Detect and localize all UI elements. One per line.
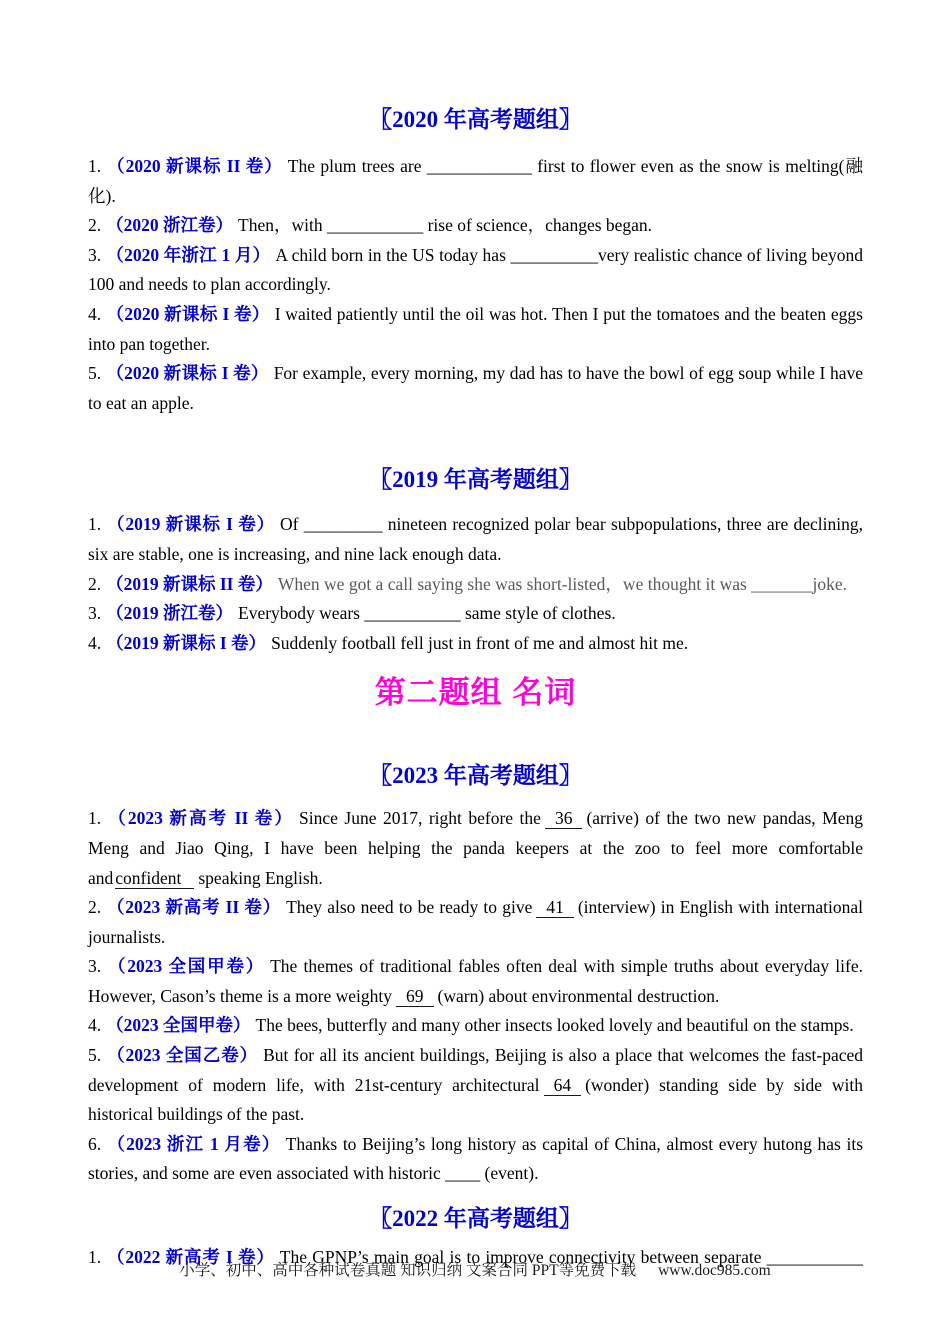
section-heading-2020: 〖2020 年高考题组〗: [369, 107, 582, 132]
question-source-tag: （2020 新课标 II 卷）: [106, 156, 283, 176]
question-text: Everybody wears ___________ same style of clothes.: [238, 603, 616, 624]
question-text: The GPNP’s main goal is to improve connectivity between separate ___________: [279, 1247, 863, 1268]
question-text: For example, every morning, my dad has to have the bowl of egg soup while I have to eat an apple.: [88, 363, 864, 413]
question-item-2023-4: [88, 1011, 863, 1041]
question-number: 2.: [88, 897, 102, 918]
question-item-2020-2: [88, 211, 863, 241]
question-source-tag: （2019 新课标 II 卷）: [106, 573, 273, 594]
question-number: 2.: [88, 215, 102, 236]
question-source-tag: （2023 全国乙卷）: [106, 1045, 259, 1066]
question-source-tag: （2023 全国甲卷）: [106, 1015, 251, 1036]
question-number: 3.: [88, 603, 102, 624]
question-text: The bees, butterfly and many other insects looked lovely and beautiful on the stamps.: [255, 1015, 854, 1036]
question-text: But for all its ancient buildings, Beijing is also a place that welcomes the fast-paced development of modern life, with 21st-century architectural: [88, 1045, 863, 1095]
question-item-2019-2: [88, 570, 863, 600]
question-text: Of _________ nineteen recognized polar bear subpopulations, three are declining, six are stable, one is increasing, and nine lack enough data.: [88, 514, 863, 564]
underlined-answer-confident: confident: [115, 868, 194, 889]
question-number: 1.: [88, 156, 102, 176]
underlined-answer-41: 41: [536, 897, 574, 918]
question-number: 3.: [88, 244, 102, 265]
underlined-answer-36: 36: [545, 808, 583, 829]
question-item-2019-4: [88, 629, 863, 659]
section-heading-2022: 〖2022 年高考题组〗: [369, 1206, 582, 1232]
question-source-tag: （2023 浙江 1 月卷）: [106, 1133, 281, 1154]
question-item-2020-1: [88, 152, 863, 211]
footer-watermark: [0, 1259, 950, 1283]
footer-text: 小学、初中、高中各种试卷真题 知识归纳 文案合同 PPT等免费下载: [179, 1262, 637, 1279]
question-source-tag: （2019 新课标 I 卷）: [106, 514, 276, 535]
question-number: 6.: [88, 1133, 102, 1154]
question-text: (arrive) of the two new pandas, Meng Meng and Jiao Qing, I have been helping the panda keepers at the zoo to feel more comfortable and: [88, 808, 863, 888]
question-source-tag: （2020 新课标 I 卷）: [106, 303, 270, 324]
question-text: A child born in the US today has __________very realistic chance of living beyond 100 and needs to plan accordingly.: [88, 244, 864, 295]
question-item-2023-5: [88, 1041, 863, 1130]
section-heading-2023: 〖2023 年高考题组〗: [369, 763, 582, 789]
question-number: 2.: [88, 573, 102, 594]
question-number: 4.: [88, 303, 102, 324]
question-number: 4.: [88, 632, 102, 653]
question-source-tag: （2023 新高考 II 卷）: [106, 897, 282, 918]
question-text: The themes of traditional fables often deal with simple truths about everyday life. However, Cason’s theme is a more weighty: [88, 956, 863, 1006]
question-item-2023-3: [88, 952, 863, 1011]
question-source-tag: （2020 年浙江 1 月）: [106, 244, 271, 265]
footer-url: www.doc985.com: [658, 1262, 771, 1279]
question-number: 4.: [88, 1015, 102, 1036]
question-source-tag: （2022 新高考 I 卷）: [106, 1247, 275, 1268]
section-heading-2019: 〖2019 年高考题组〗: [369, 467, 582, 493]
question-source-tag: （2019 浙江卷）: [106, 603, 233, 624]
group-title-nouns: 第二题组 名词: [374, 675, 577, 711]
question-text: (warn) about environmental destruction.: [437, 985, 720, 1006]
question-item-2019-3: [88, 599, 863, 629]
question-text: When we got a call saying she was short-listed，we thought it was _______joke.: [277, 573, 848, 594]
question-text: I waited patiently until the oil was hot. Then I put the tomatoes and the beaten eggs into pan together.: [88, 303, 863, 354]
question-source-tag: （2023 全国甲卷）: [106, 956, 266, 977]
question-text: The plum trees are ____________ first to flower even as the snow is melting(融化).: [88, 156, 863, 206]
question-source-tag: （2020 新课标 I 卷）: [106, 363, 269, 384]
question-source-tag: （2023 新高考 II 卷）: [106, 808, 295, 829]
question-item-2019-1: [88, 510, 863, 569]
question-text: They also need to be ready to give: [286, 897, 533, 918]
underlined-answer-64: 64: [544, 1075, 582, 1096]
question-number: 5.: [88, 1045, 102, 1066]
question-number: 3.: [88, 956, 102, 977]
question-item-2023-1: [88, 804, 863, 893]
question-number: 1.: [88, 1247, 102, 1268]
question-text: (wonder) standing side by side with historical buildings of the past.: [88, 1074, 863, 1125]
question-text: Thanks to Beijing’s long history as capital of China, almost every hutong has its stories, and some are even associated with historic ____ (event).: [88, 1133, 863, 1184]
question-number: 1.: [88, 808, 102, 829]
question-number: 1.: [88, 514, 102, 535]
question-number: 5.: [88, 363, 102, 384]
question-text: Since June 2017, right before the: [299, 808, 541, 829]
question-text: speaking English.: [198, 867, 323, 888]
question-item-2020-3: [88, 241, 863, 300]
question-source-tag: （2020 浙江卷）: [106, 215, 233, 236]
question-source-tag: （2019 新课标 I 卷）: [106, 632, 267, 653]
question-text: (interview) in English with international journalists.: [88, 897, 863, 947]
question-text: Then，with ___________ rise of science，changes began.: [238, 215, 653, 236]
question-text: Suddenly football fell just in front of me and almost hit me.: [271, 632, 689, 653]
question-item-2023-6: [88, 1130, 863, 1189]
question-item-2020-4: [88, 300, 863, 359]
question-item-2023-2: [88, 893, 863, 952]
question-item-2020-5: [88, 359, 863, 418]
underlined-answer-69: 69: [396, 986, 434, 1007]
